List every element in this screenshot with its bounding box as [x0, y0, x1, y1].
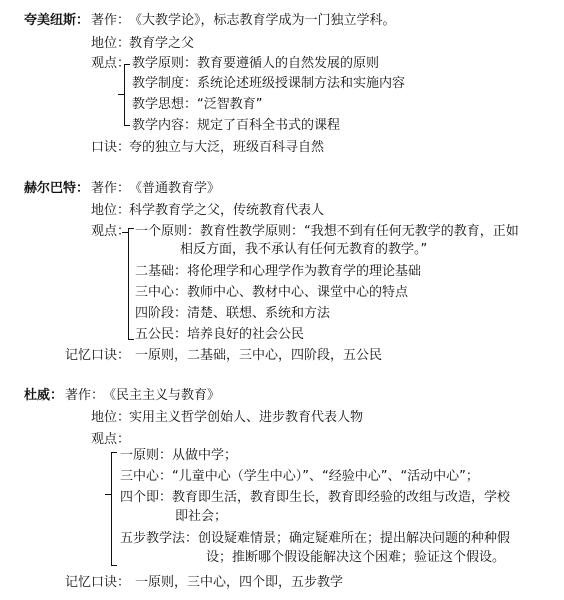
comenius-view-3: 教学思想：“泛智教育”: [132, 97, 263, 112]
herbart-views-bracket: [128, 228, 134, 340]
dewey-name: 杜威：: [24, 388, 64, 403]
dewey-mnemonic-label: 记忆口诀：: [65, 575, 131, 590]
comenius-works: 《大教学论》，标志教育学成为一门独立学科。: [129, 13, 396, 28]
dewey-view-1: 一原则：从做中学；: [120, 448, 238, 463]
herbart-view-3: 三中心：教师中心、教材中心、课堂中心的特点: [135, 285, 409, 300]
herbart-mnemonic: 一原则，二基础，三中心，四阶段，五公民: [135, 348, 383, 363]
dewey-views-label: 观点：: [91, 432, 131, 447]
comenius-view-4: 教学内容：规定了百科全书式的课程: [132, 118, 341, 133]
herbart-view-2: 二基础：将伦理学和心理学作为教育学的理论基础: [135, 264, 422, 279]
dewey-views-bracket: [111, 452, 117, 566]
comenius-mnemonic-label: 口诀：: [91, 140, 131, 155]
herbart-mnemonic-label: 记忆口诀：: [65, 348, 131, 363]
dewey-view-3: 四个即：教育即生活，教育即生长，教育即经验的改组与改造，学校: [120, 490, 511, 505]
comenius-views-bracket: [124, 64, 130, 126]
dewey-works-label: 著作：: [65, 388, 105, 403]
dewey-view-4: 五步教学法：创设疑难情景；确定疑难所在；提出解决问题的种种假: [120, 531, 511, 546]
dewey-views-bracket-tick: [105, 494, 111, 495]
comenius-mnemonic: 夸的独立与大泛，班级百科寻自然: [129, 140, 325, 155]
comenius-view-2: 教学制度：系统论述班级授课制方法和实施内容: [132, 76, 406, 91]
comenius-status: 教育学之父: [129, 36, 195, 51]
herbart-works: 《普通教育学》: [129, 181, 221, 196]
herbart-view-1: 一个原则：教育性教学原则：“我想不到有任何无教学的教育，正如: [135, 224, 519, 239]
comenius-name: 夸美纽斯：: [24, 13, 90, 28]
herbart-views-bracket-tick: [122, 232, 128, 233]
dewey-works: 《民主主义与教育》: [103, 388, 221, 403]
dewey-view-2: 三中心：“儿童中心（学生中心）”、“经验中心”、“活动中心”；: [120, 469, 479, 484]
herbart-name: 赫尔巴特：: [24, 181, 90, 196]
herbart-view-4: 四阶段：清楚、联想、系统和方法: [135, 306, 331, 321]
herbart-view-1-cont: 相反方面，我不承认有任何无教育的教学。”: [180, 242, 428, 257]
comenius-view-1: 教学原则：教育要遵循人的自然发展的原则: [132, 56, 380, 71]
herbart-status-label: 地位：: [91, 203, 131, 218]
herbart-status: 科学教育学之父，传统教育代表人: [129, 203, 325, 218]
dewey-status-label: 地位：: [91, 410, 131, 425]
dewey-view-3-cont: 即社会；: [175, 509, 228, 524]
comenius-works-label: 著作：: [91, 13, 131, 28]
herbart-views-label: 观点：: [91, 224, 131, 239]
comenius-views-bracket-tick: [118, 94, 124, 95]
comenius-status-label: 地位：: [91, 36, 131, 51]
dewey-mnemonic: 一原则，三中心，四个即，五步教学: [135, 575, 344, 590]
herbart-works-label: 著作：: [91, 181, 131, 196]
herbart-view-5: 五公民：培养良好的社会公民: [135, 327, 305, 342]
comenius-views-label: 观点：: [91, 56, 131, 71]
dewey-view-4-cont: 设；推断哪个假设能解决这个困难；验证这个假设。: [206, 550, 506, 565]
dewey-status: 实用主义哲学创始人、进步教育代表人物: [129, 410, 364, 425]
